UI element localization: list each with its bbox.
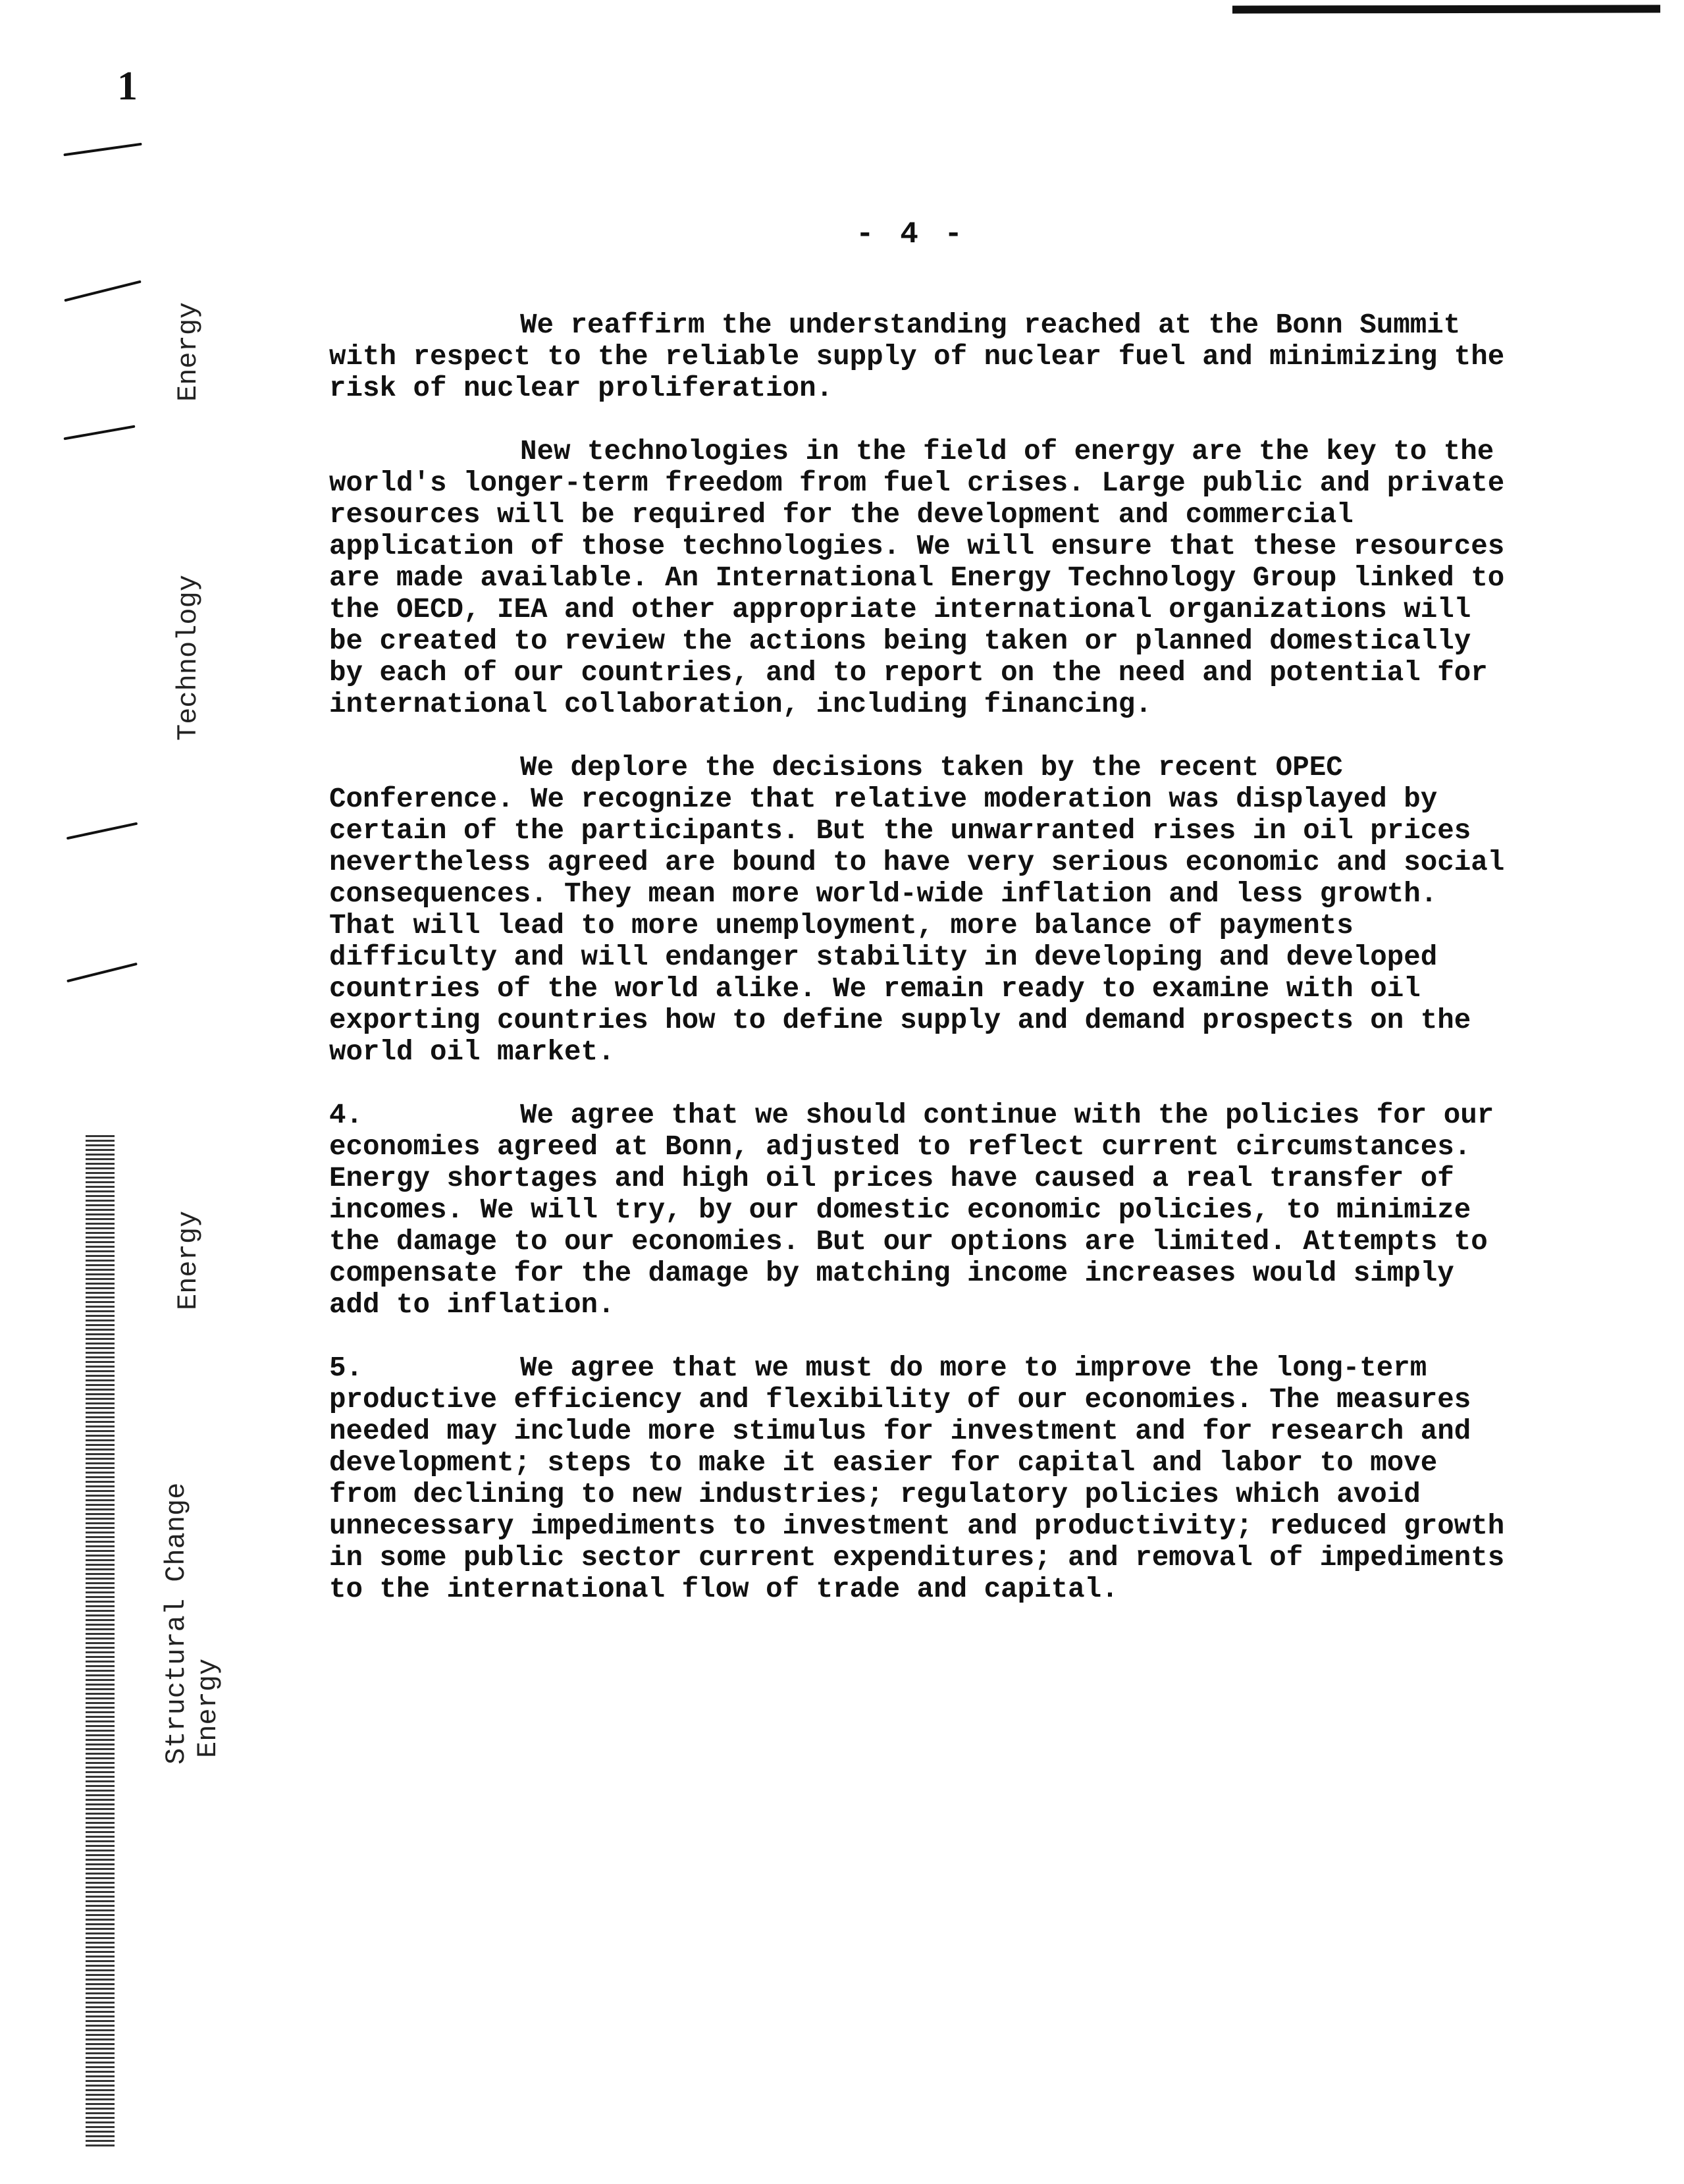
paragraph-text: We deplore the decisions taken by the recent OPEC Conference. We recognize that relative moderation was displayed by certain of the participants. But the unwarranted rises in oil prices nevertheless agreed are bound to have very serious economic and social consequences. They mean more world-wide inflation and less growth. That will lead to more unemployment, more balance of payments difficulty and will endanger stability in developing and developed countries of the world alike. We remain ready to examine with oil exporting countries how to define supply and demand prospects on the world oil market. [329, 752, 1505, 1068]
margin-tick [66, 963, 138, 982]
paragraph-nuclear-fuel [329, 309, 1508, 404]
margin-note-energy-top: Energy [172, 302, 204, 402]
top-rule [1232, 5, 1660, 13]
margin-note-energy-bottom: Energy [192, 1658, 224, 1758]
margin-note-structural-change: Structural Change [161, 1482, 192, 1765]
margin-tick [64, 280, 141, 302]
document-body [329, 309, 1508, 1637]
paragraph-text: We reaffirm the understanding reached at the Bonn Summit with respect to the reliable supply of nuclear fuel and minimizing the risk of nuclear proliferation. [329, 309, 1505, 404]
margin-note-technology: Technology [172, 574, 204, 741]
paragraph-text: We agree that we should continue with the policies for our economies agreed at Bonn, adjusted to reflect current circumstances. Energy shortages and high oil prices have caused a real transfer of incomes. We will try, by our domestic economic policies, to minimize the damage to our economies. But our options are limited. Attempts to compensate for the damage by matching income increases would simply add to inflation. [329, 1100, 1494, 1321]
page-number: - 4 - [856, 217, 967, 252]
margin-tick [66, 822, 138, 840]
margin-tick [63, 425, 135, 440]
paragraph-text: We agree that we must do more to improve the long-term productive efficiency and flexibility of our economies. The measures needed may include more stimulus for investment and for research and development; steps to make it easier for capital and labor to move from declining to new industries; regulatory policies which avoid unnecessary impediments to investment and productivity; reduced growth in some public sector current expenditures; and removal of impediments to the international flow of trade and capital. [329, 1352, 1505, 1605]
paragraph-text: New technologies in the field of energy are the key to the world's longer-term freedom from fuel crises. Large public and private resources will be required for the development and commercial application of those technologies. We will ensure that these resources are made available. An International Energy Technology Group linked to the OECD, IEA and other appropriate international organizations will be created to review the actions being taken or planned domestically by each of our countries, and to report on the need and potential for international collaboration, including financing. [329, 436, 1505, 720]
paragraph-opec [329, 752, 1508, 1068]
paragraph-5-structural-change: 5. We agree that we must do more to improve the long-term productive efficiency and flexibility of our economies. The measures needed may include more stimulus for investment and for research and development; steps to make it easier for capital and labor to move from declining to new industries; regulatory policies which avoid unnecessary impediments to investment and productivity; reduced growth in some public sector current expenditures; and removal of impediments to the international flow of trade and capital. [329, 1352, 1505, 1605]
margin-tick [63, 143, 142, 157]
paragraph-energy-technology [329, 436, 1508, 720]
paragraph-4-economic-policies: 4. We agree that we should continue with the policies for our economies agreed at Bonn, adjusted to reflect current circumstances. Energy shortages and high oil prices have caused a real transfer of incomes. We will try, by our domestic economic policies, to minimize the damage to our economies. But our options are limited. Attempts to compensate for the damage by matching income increases would simply add to inflation. [329, 1100, 1494, 1321]
margin-note-energy-middle: Energy [172, 1210, 204, 1310]
handwritten-mark: 1 [117, 64, 138, 109]
binding-edge-marks [86, 1132, 115, 2146]
